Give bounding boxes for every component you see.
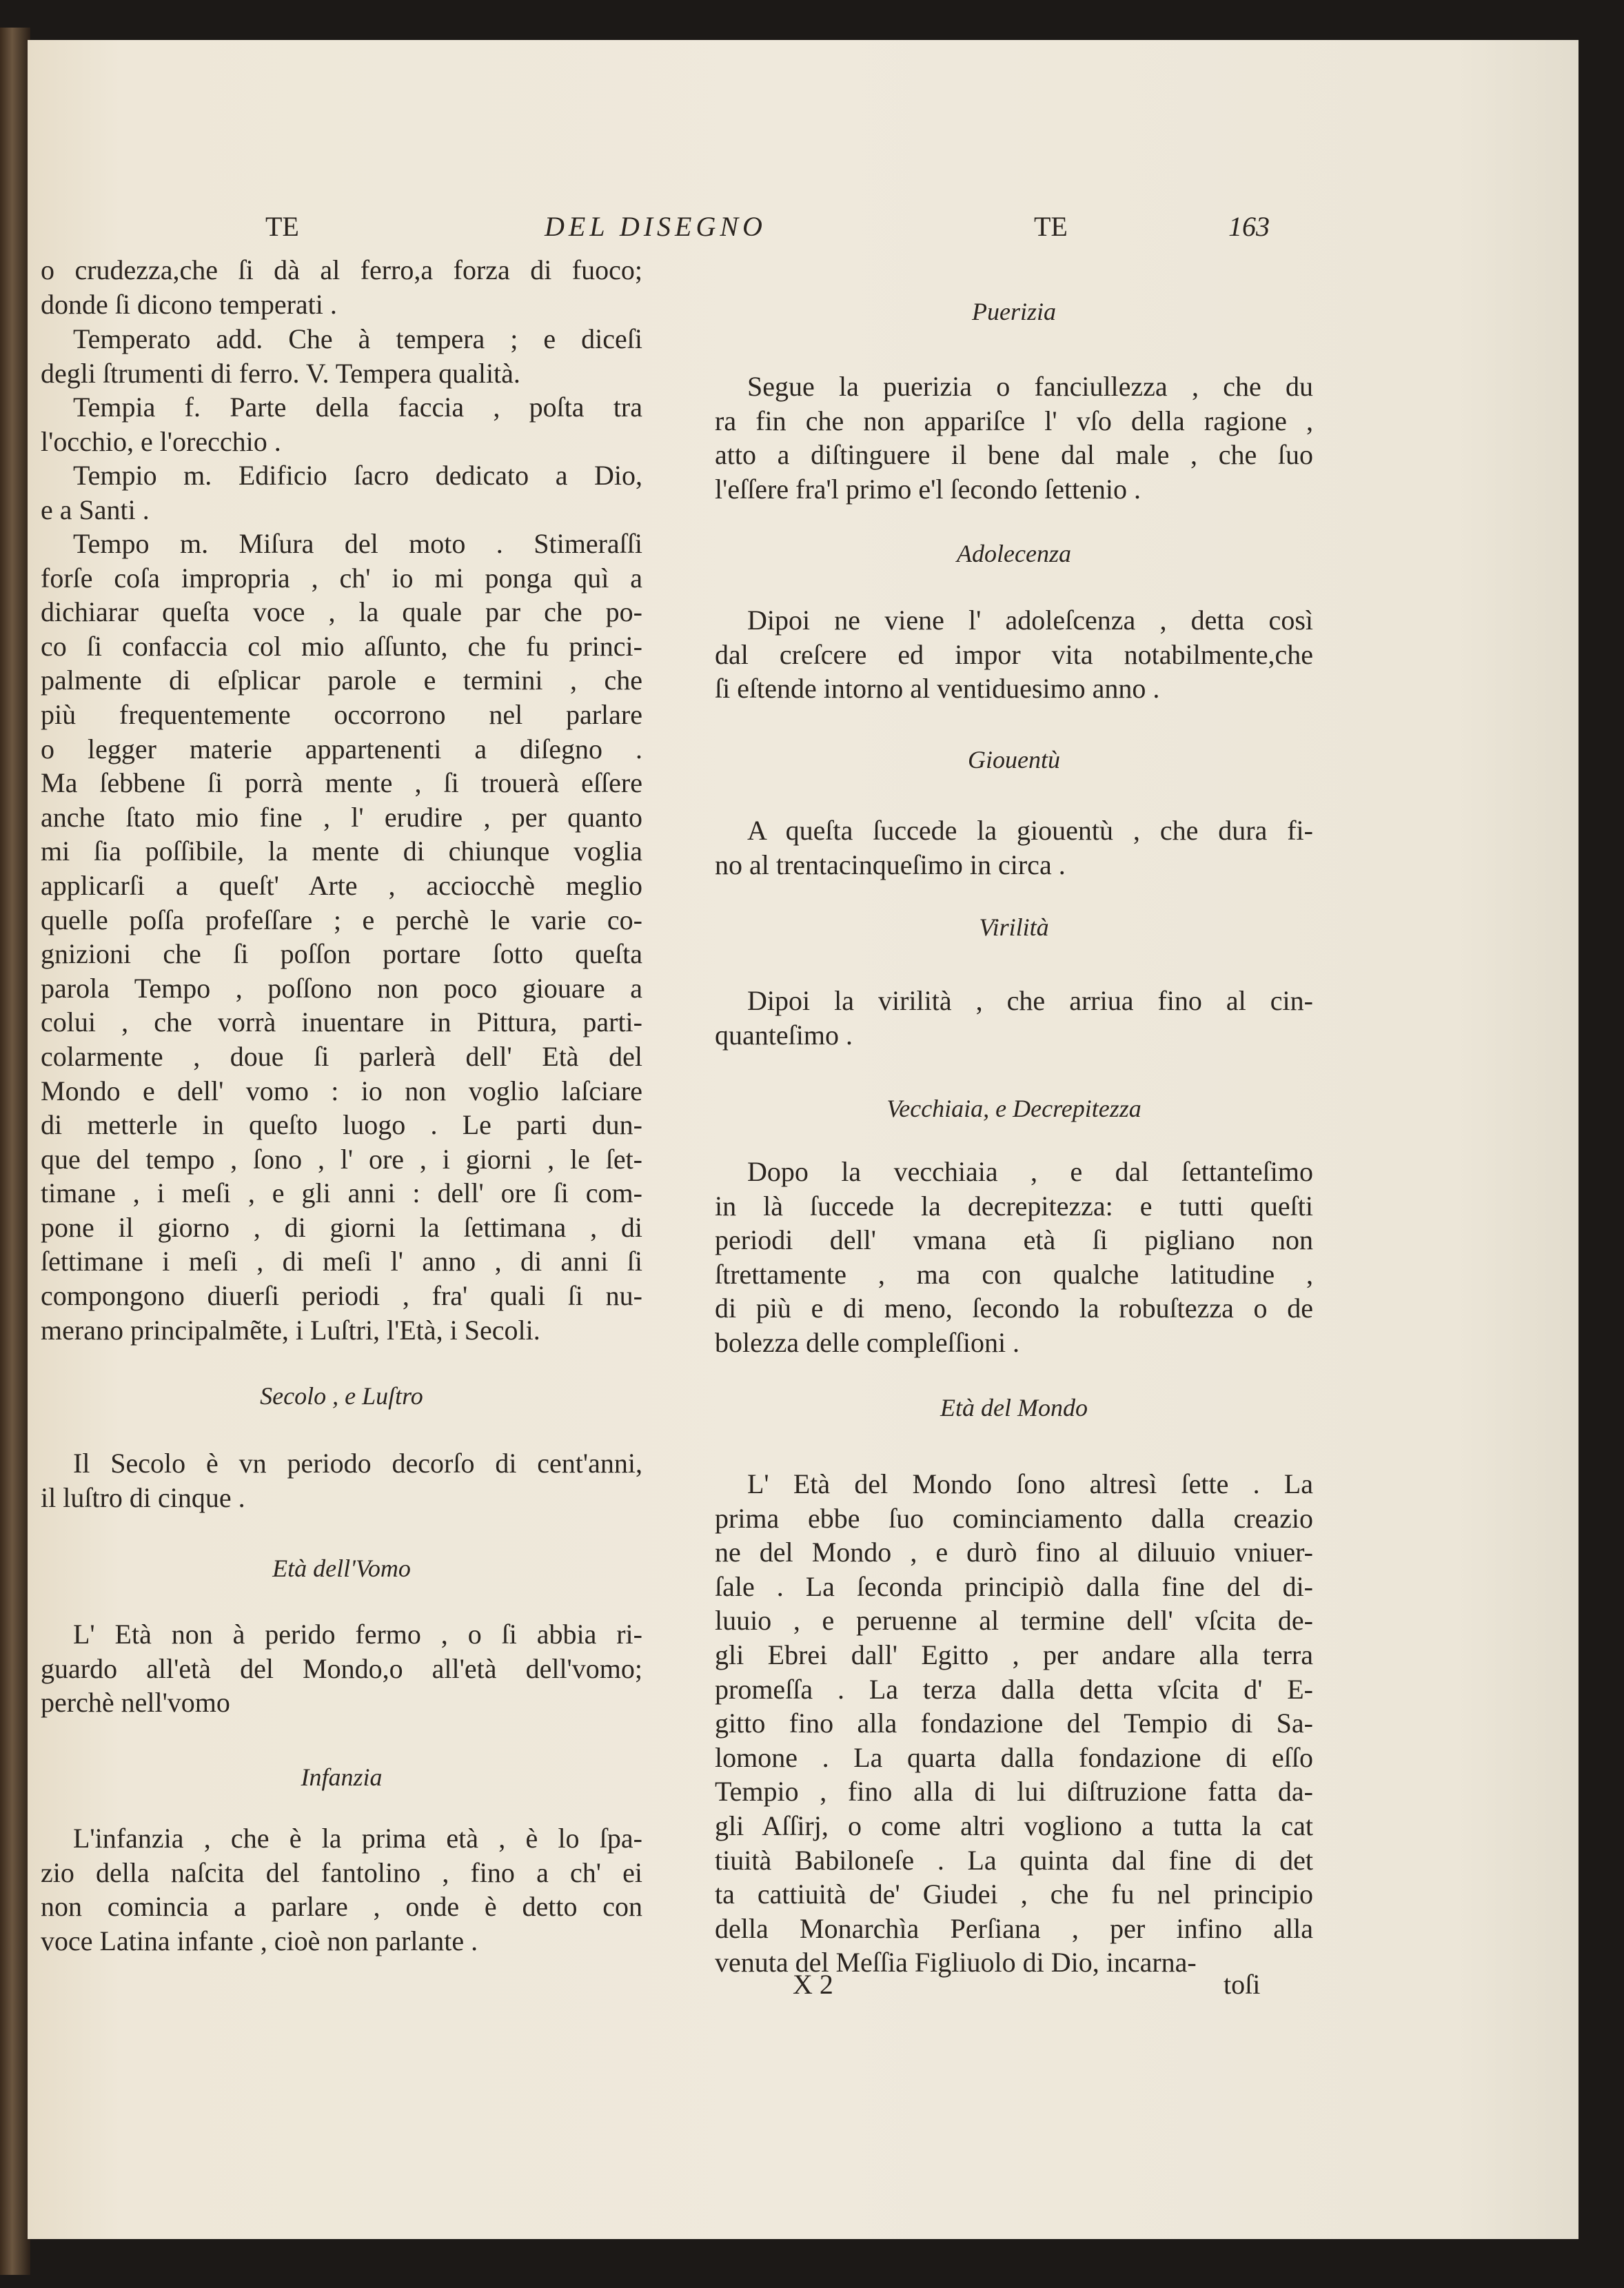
text-line: Temperato add. Che à tempera ; e diceſi <box>73 323 642 354</box>
paragraph <box>41 253 642 321</box>
text-line: compongono diuerſi periodi , fra' quali ſi nu- <box>41 1280 642 1312</box>
text-line: Tempia f. Parte della faccia , poſta tra <box>73 392 642 423</box>
text-line: Dipoi la virilità , che arriua fino al cin- <box>747 985 1313 1016</box>
text-line: mi ſia poſſibile, la mente di chiunque voglia <box>41 836 642 867</box>
paragraph <box>715 1155 1313 1360</box>
text-line: pone il giorno , di giorni la ſettimana , di <box>41 1211 642 1243</box>
text-line: Segue la puerizia o fanciullezza , che du <box>747 371 1313 402</box>
catchword: toſi <box>1224 1969 1261 2000</box>
text-line: Tempio m. Edificio ſacro dedicato a Dio, <box>73 460 642 491</box>
text-line: timane , i meſi , e gli anni : dell' ore ſi com- <box>41 1177 642 1209</box>
paragraph <box>715 813 1313 882</box>
text-line: o legger materie appartenenti a diſegno . <box>41 733 642 765</box>
heading-text: Infanzia <box>301 1763 383 1791</box>
section-heading <box>41 1552 642 1586</box>
text-line: A queſta ſuccede la giouentù , che dura fi- <box>747 815 1313 846</box>
text-line: quelle poſſa profeſſare ; e perchè le varie co- <box>41 904 642 935</box>
paragraph <box>41 322 642 390</box>
text-line: guardo all'età del Mondo,o all'età dell'vomo; <box>41 1652 642 1684</box>
section-heading <box>715 743 1313 778</box>
paragraph <box>41 1446 642 1515</box>
text-line: ſi eſtende intorno al ventiduesimo anno . <box>715 673 1160 705</box>
section-heading <box>715 537 1313 571</box>
paragraph <box>715 369 1313 506</box>
text-line: palmente di eſplicar parole e termini , che <box>41 665 642 696</box>
paragraph <box>715 603 1313 706</box>
text-line: tiuità Babiloneſe . La quinta dal fine di det <box>715 1844 1313 1876</box>
running-title: DEL DISEGNO <box>545 211 767 242</box>
paragraph <box>41 458 642 527</box>
text-line: degli ſtrumenti di ferro. V. Tempera qualità. <box>41 357 520 389</box>
section-heading <box>41 1761 642 1795</box>
text-line: colarmente , doue ſi parlerà dell' Età del <box>41 1040 642 1072</box>
text-line: bolezza delle compleſſioni . <box>715 1326 1020 1358</box>
heading-text: Adolecenza <box>957 540 1071 567</box>
text-line: di più e di meno, ſecondo la robuſtezza o de <box>715 1293 1313 1324</box>
text-line: dichiarar queſta voce , la quale par che po- <box>41 596 642 628</box>
text-line: il luſtro di cinque . <box>41 1481 245 1513</box>
section-heading <box>715 1092 1313 1126</box>
text-line: gitto fino alla fondazione del Tempio di Sa- <box>715 1708 1313 1739</box>
running-head-left: TE <box>265 211 299 242</box>
text-line: ſettimane i meſi , di meſi l' anno , di anni ſi <box>41 1246 642 1277</box>
text-line: di metterle in queſto luogo . Le parti dun- <box>41 1109 642 1141</box>
text-line: co ſi confaccia col mio aſſunto, che fu princi- <box>41 630 642 662</box>
paragraph <box>41 390 642 458</box>
text-line: ſale . La ſeconda principiò dalla fine del di- <box>715 1570 1313 1602</box>
text-line: quanteſimo . <box>715 1019 853 1051</box>
text-line: in là ſuccede la decrepitezza: e tutti queſti <box>715 1190 1313 1222</box>
text-line: prima ebbe ſuo cominciamento dalla creazio <box>715 1502 1313 1534</box>
text-line: donde ſi dicono temperati . <box>41 288 337 320</box>
text-line: merano principalmẽte, i Luſtri, l'Età, i Secoli. <box>41 1314 540 1346</box>
text-line: Dopo la vecchiaia , e dal ſettanteſimo <box>747 1156 1313 1187</box>
text-line: forſe coſa impropria , ch' io mi ponga quì a <box>41 562 642 594</box>
section-heading <box>715 295 1313 330</box>
text-line: atto a diſtinguere il bene dal male , che ſuo <box>715 439 1313 471</box>
section-heading <box>715 1391 1313 1426</box>
paragraph <box>715 984 1313 1052</box>
heading-text: Puerizia <box>972 298 1056 325</box>
text-line: Mondo e dell' vomo : io non voglio laſciare <box>41 1075 642 1106</box>
heading-text: Vecchiaia, e Decrepitezza <box>886 1095 1141 1122</box>
text-line: que del tempo , ſono , l' ore , i giorni , le ſet- <box>41 1143 642 1175</box>
text-line: L' Età non à perido fermo , o ſi abbia ri- <box>73 1619 642 1650</box>
text-line: l'eſſere fra'l primo e'l ſecondo ſettenio . <box>715 473 1141 505</box>
text-line: gli Aſſirj, o come altri vogliono a tutta la cat <box>715 1810 1313 1841</box>
text-line: Tempio , fino alla di lui diſtruzione fatta da- <box>715 1776 1313 1808</box>
text-line: e a Santi . <box>41 494 150 525</box>
text-line: anche ſtato mio fine , l' erudire , per quanto <box>41 801 642 833</box>
section-heading <box>715 911 1313 945</box>
paragraph <box>41 527 642 1347</box>
text-line: lomone . La quarta dalla fondazione di eſſo <box>715 1741 1313 1773</box>
text-line: venuta del Meſſia Figliuolo di Dio, incarna- <box>715 1947 1197 1978</box>
signature-mark: X 2 <box>793 1969 833 2000</box>
text-line: l'occhio, e l'orecchio . <box>41 425 281 457</box>
text-line: Ma ſebbene ſi porrà mente , ſi trouerà eſſere <box>41 767 642 799</box>
text-line: parola Tempo , poſſono non poco giouare a <box>41 972 642 1004</box>
text-line: della Monarchìa Perſiana , per infino alla <box>715 1912 1313 1944</box>
text-line: dal creſcere ed impor vita notabilmente,che <box>715 638 1313 670</box>
running-head-right: TE <box>1034 211 1068 242</box>
heading-text: Virilità <box>979 913 1049 941</box>
text-line: luuio , e peruenne al termine dell' vſcita de- <box>715 1605 1313 1637</box>
heading-text: Giouentù <box>968 746 1060 773</box>
text-line: non comincia a parlare , onde è detto con <box>41 1891 642 1923</box>
text-line: ra fin che non appariſce l' vſo della ragione , <box>715 405 1313 436</box>
text-line: gli Ebrei dall' Egitto , per andare alla terra <box>715 1639 1313 1670</box>
page-number: 163 <box>1228 211 1270 242</box>
text-line: promeſſa . La terza dalla detta vſcita d' E- <box>715 1673 1313 1705</box>
text-line: zio della naſcita del fantolino , fino a ch' ei <box>41 1856 642 1888</box>
text-line: L' Età del Mondo ſono altresì ſette . La <box>747 1468 1313 1499</box>
text-line: ne del Mondo , e durò fino al diluuio vniuer- <box>715 1537 1313 1568</box>
text-line: più frequentemente occorrono nel parlare <box>41 698 642 730</box>
text-line: ta cattiuità de' Giudei , che fu nel principio <box>715 1879 1313 1910</box>
text-line: Il Secolo è vn periodo decorſo di cent'anni, <box>73 1448 642 1479</box>
book-edge <box>0 28 30 2275</box>
heading-text: Età dell'Vomo <box>272 1555 411 1582</box>
paragraph <box>41 1821 642 1958</box>
text-line: applicarſi a queſt' Arte , acciocchè meglio <box>41 869 642 901</box>
text-line: L'infanzia , che è la prima età , è lo ſpa- <box>73 1823 642 1854</box>
text-line: gnizioni che ſi poſſon portare ſotto queſta <box>41 938 642 970</box>
text-line: colui , che vorrà inuentare in Pittura, parti- <box>41 1006 642 1038</box>
text-line: periodi dell' vmana età ſi pigliano non <box>715 1224 1313 1256</box>
text-line: no al trentacinqueſimo in circa . <box>715 849 1066 880</box>
text-line: Tempo m. Miſura del moto . Stimeraſſi <box>73 528 642 559</box>
heading-text: Età del Mondo <box>940 1394 1088 1421</box>
text-line: perchè nell'vomo <box>41 1687 230 1719</box>
section-heading <box>41 1379 642 1414</box>
text-line: Dipoi ne viene l' adoleſcenza , detta così <box>747 605 1313 636</box>
paragraph <box>715 1467 1313 1980</box>
paragraph <box>41 1617 642 1720</box>
heading-text: Secolo , e Luſtro <box>260 1382 423 1410</box>
text-line: ſtrettamente , ma con qualche latitudine , <box>715 1258 1313 1290</box>
text-line: o crudezza,che ſi dà al ferro,a forza di fuoco; <box>41 254 642 285</box>
text-line: voce Latina infante , cioè non parlante . <box>41 1925 478 1956</box>
